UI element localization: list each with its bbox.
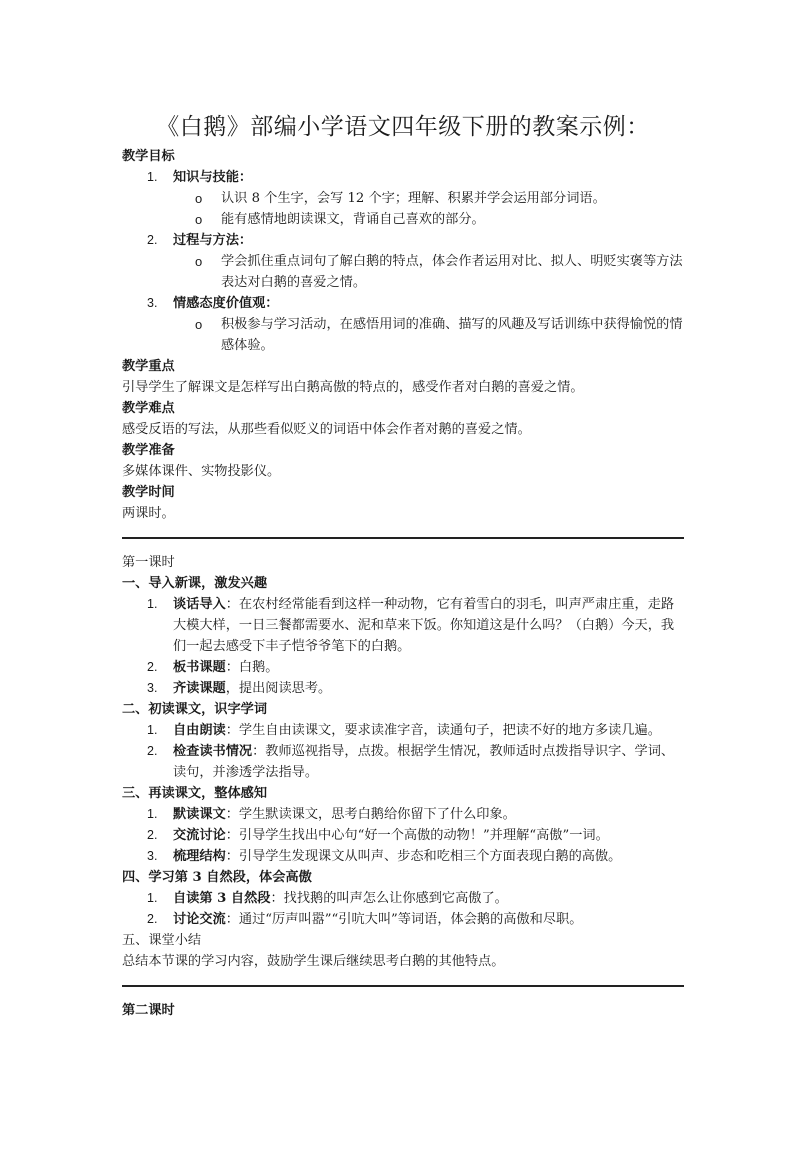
item-text: ：通过“厉声叫嚣”“引吭大叫”等词语，体会鹅的高傲和尽职。 [225,912,583,927]
item-text: ：教师巡视指导，点拨。根据学生情况，教师适时点拨指导识字、学词、读句，并渗透学法指导。 [173,744,675,780]
list-item [122,230,684,293]
item-label: 检查读书情况 [173,744,253,759]
item-label: 知识与技能： [173,170,253,185]
page-title: 《白鹅》部编小学语文四年级下册的教案示例： [156,114,650,140]
item-text: ：引导学生找出中心句“好一个高傲的动物！”并理解“高傲”一词。 [225,828,609,843]
sub-list [173,314,684,356]
preparation-text: 多媒体课件、实物投影仪。 [122,464,281,479]
key-point-text: 引导学生了解课文是怎样写出白鹅高傲的特点的，感受作者对白鹅的喜爱之情。 [122,380,584,395]
item-text: ：找找鹅的叫声怎么让你感到它高傲了。 [270,891,508,906]
item-number: 1. [147,807,158,821]
item-text: ，提出阅读思考。 [225,681,332,696]
item-label: 自由朗读 [173,723,226,738]
item-label: 讨论交流 [173,912,226,927]
list-item [122,720,684,741]
time-text: 两课时。 [122,506,175,521]
sub-item-text: 能有感情地朗读课文，背诵自己喜欢的部分。 [221,212,485,227]
item-number: 2. [147,660,158,674]
objectives-list [122,167,684,356]
list-item [122,678,684,699]
steps-list [122,804,684,867]
steps-list [122,720,684,783]
list-item [122,657,684,678]
difficulty-heading: 教学难点 [122,401,175,416]
item-label: 交流讨论 [173,828,226,843]
list-item [122,888,684,909]
bullet-icon: o [195,317,203,332]
time-heading: 教学时间 [122,485,175,500]
item-number: 2. [147,233,158,247]
list-item [122,167,684,230]
item-text: ：白鹅。 [225,660,279,675]
list-item [122,594,684,657]
item-text: ：在农村经常能看到这样一种动物，它有着雪白的羽毛，叫声严肃庄重，走路大模大样，一日三餐都需要水、泥和草来下饭。你知道这是什么吗？（白鹅）今天，我们一起去感受下丰子恺爷爷笔下的白鹅。 [173,597,675,654]
summary-text: 总结本节课的学习内容，鼓励学生课后继续思考白鹅的其他特点。 [122,954,505,969]
item-label: 过程与方法： [173,233,253,248]
section-title: 一、导入新课，激发兴趣 [122,576,268,591]
difficulty-text: 感受反语的写法，从那些看似贬义的词语中体会作者对鹅的喜爱之情。 [122,422,531,437]
item-number: 1. [147,170,158,184]
item-number: 2. [147,828,158,842]
sub-list [173,188,684,230]
item-number: 3. [147,681,158,695]
list-item [122,804,684,825]
section-title: 五、课堂小结 [122,933,202,948]
bullet-icon: o [195,212,203,227]
item-number: 1. [147,597,158,611]
list-item [122,825,684,846]
list-item [122,293,684,356]
item-label: 板书课题 [173,660,226,675]
steps-list [122,594,684,699]
section-title: 四、学习第 3 自然段，体会高傲 [122,870,312,885]
item-number: 2. [147,912,158,926]
item-label: 梳理结构 [173,849,226,864]
sub-list [173,251,684,293]
bullet-icon: o [195,191,203,206]
item-label: 齐读课题 [173,681,226,696]
item-text: ：学生自由读课文，要求读准字音，读通句子，把读不好的地方多读几遍。 [225,723,661,738]
sub-item-text: 认识 8 个生字，会写 12 个字；理解、积累并学会运用部分词语。 [221,191,606,206]
item-number: 3. [147,296,158,310]
item-text: ：学生默读课文，思考白鹅给你留下了什么印象。 [225,807,516,822]
item-number: 3. [147,849,158,863]
section-divider [122,985,684,987]
bullet-icon: o [195,254,203,269]
lesson2-heading: 第二课时 [122,1003,175,1018]
item-text: ：引导学生发现课文从叫声、步态和吃相三个方面表现白鹅的高傲。 [225,849,622,864]
preparation-heading: 教学准备 [122,443,175,458]
key-point-heading: 教学重点 [122,359,175,374]
steps-list [122,888,684,930]
sub-item [122,251,684,293]
list-item [122,741,684,783]
item-number: 1. [147,723,158,737]
list-item [122,909,684,930]
item-label: 谈话导入 [173,597,226,612]
item-label: 默读课文 [173,807,226,822]
sub-item-text: 积极参与学习活动，在感悟用词的准确、描写的风趣及写话训练中获得愉悦的情感体验。 [221,317,683,353]
sub-item [122,188,684,209]
sub-item [122,314,684,356]
item-label: 自读第 3 自然段 [173,891,271,906]
lesson1-heading: 第一课时 [122,555,175,570]
item-number: 2. [147,744,158,758]
sub-item [122,209,684,230]
sub-item-text: 学会抓住重点词句了解白鹅的特点，体会作者运用对比、拟人、明贬实褒等方法表达对白鹅的喜爱之情。 [221,254,683,290]
section-title: 三、再读课文，整体感知 [122,786,268,801]
document-body [122,146,684,1021]
item-number: 1. [147,891,158,905]
section-divider [122,537,684,539]
item-label: 情感态度价值观： [173,296,279,311]
list-item [122,846,684,867]
objectives-heading: 教学目标 [122,149,175,164]
section-title: 二、初读课文，识字学词 [122,702,268,717]
